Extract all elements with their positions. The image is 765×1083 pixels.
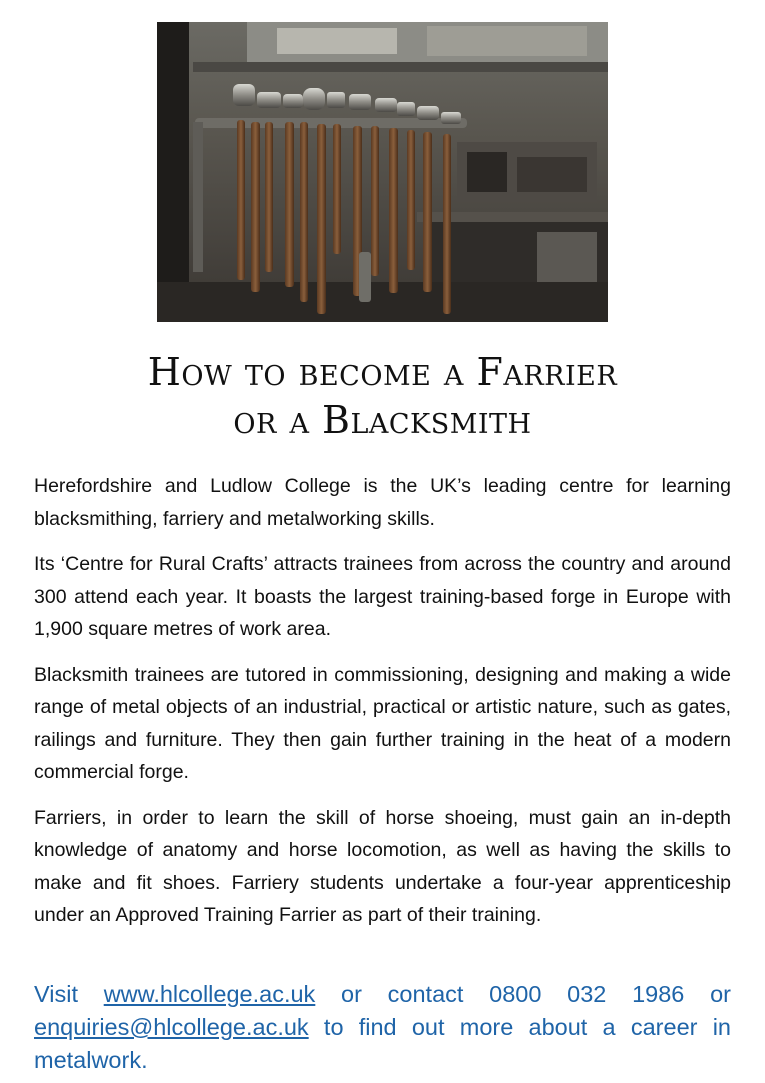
article-body (34, 470, 731, 945)
cta-prefix: Visit (34, 981, 104, 1007)
paragraph-blacksmith: Blacksmith trainees are tutored in commissioning, designing and making a wide range of metal objects of an industrial, practical or artistic nature, such as gates, railings and furniture. They then gain further training in the heat of a modern commercial forge. (34, 663, 731, 783)
contact-callout (34, 978, 731, 1077)
hammers-photo (157, 22, 608, 322)
title-line-2: or a Blacksmith (233, 398, 532, 442)
cta-middle: or contact 0800 032 1986 or (315, 981, 732, 1007)
paragraph-intro: Herefordshire and Ludlow College is the UK’s leading centre for learning blacksmithing, farriery and metalworking skills. (34, 475, 731, 530)
email-link[interactable]: enquiries@hlcollege.ac.uk (34, 1014, 309, 1040)
cta-suffix: to find out more about a career in metalwork. (34, 1014, 731, 1073)
title-line-1: How to become a Farrier (147, 350, 618, 394)
paragraph-centre: Its ‘Centre for Rural Crafts’ attracts trainees from across the country and around 300 attend each year. It boasts the largest training-based forge in Europe with 1,900 square metres of work area. (34, 553, 731, 640)
page-title (0, 348, 765, 444)
website-link[interactable]: www.hlcollege.ac.uk (103, 981, 316, 1007)
paragraph-farrier: Farriers, in order to learn the skill of horse shoeing, must gain an in-depth knowledge of anatomy and horse locomotion, as well as having the skills to make and fit shoes. Farriery students undertake a four-year apprenticeship under an Approved Training Farrier as part of their training. (34, 806, 731, 926)
